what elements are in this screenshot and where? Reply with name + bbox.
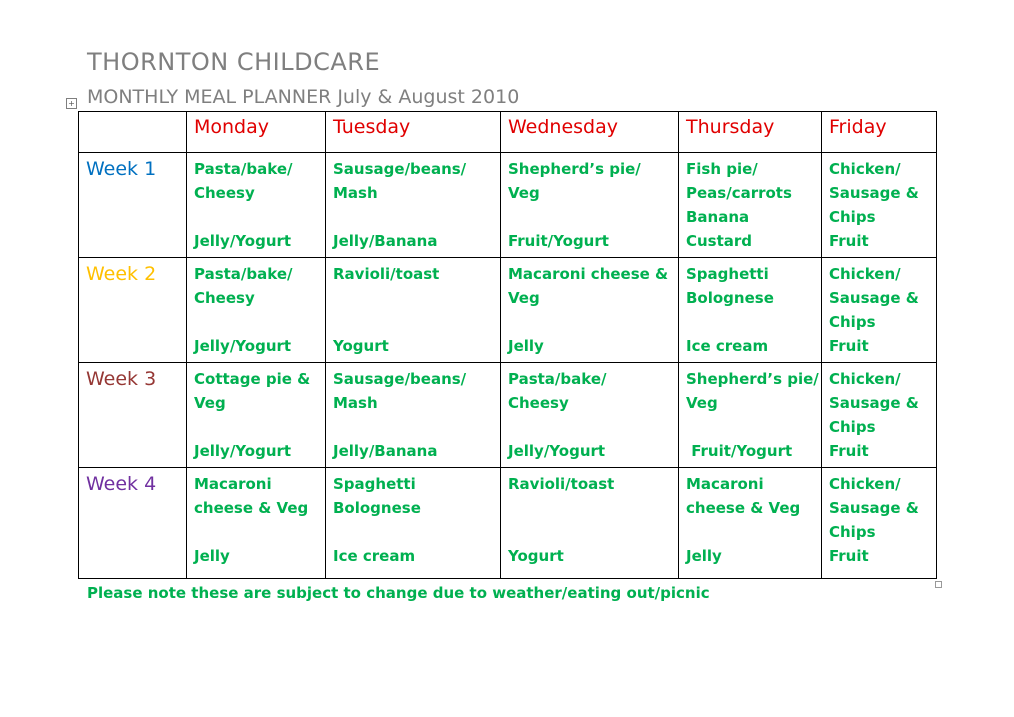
meal-dessert-line: Jelly/Yogurt xyxy=(194,337,292,355)
meal-main-line: Cheesy xyxy=(508,394,569,412)
meal-main-line: Veg xyxy=(508,184,540,202)
meal-main-line: Ravioli/toast xyxy=(508,475,615,493)
meal-cell xyxy=(501,258,679,363)
meal-dessert-line: Jelly xyxy=(508,337,544,355)
meal-cell xyxy=(501,153,679,258)
meal-cell xyxy=(326,153,501,258)
meal-main-line: Pasta/bake/ xyxy=(194,265,293,283)
meal-main-line: Shepherd’s pie/ xyxy=(686,370,819,388)
meal-main-line: Chips xyxy=(829,208,876,226)
meal-dessert-line: Jelly/Yogurt xyxy=(194,232,292,250)
meal-main-line: cheese & Veg xyxy=(194,499,309,517)
table-header-row xyxy=(79,112,937,153)
meal-main-line: Mash xyxy=(333,184,378,202)
meal-main-line: Macaroni cheese & xyxy=(508,265,669,283)
meal-main-line: Pasta/bake/ xyxy=(508,370,607,388)
table-row xyxy=(79,258,937,363)
meal-cell xyxy=(822,363,937,468)
meal-main-line: Fish pie/ xyxy=(686,160,758,178)
meal-cell xyxy=(501,363,679,468)
meal-main-line: Cottage pie & xyxy=(194,370,311,388)
meal-dessert-line: Fruit xyxy=(829,442,869,460)
meal-main-line: Bolognese xyxy=(333,499,421,517)
meal-dessert-line: Fruit xyxy=(829,547,869,565)
meal-main-line: Veg xyxy=(508,289,540,307)
meal-planner-table xyxy=(78,111,937,579)
meal-cell xyxy=(326,258,501,363)
meal-main-line: Sausage/beans/ xyxy=(333,160,467,178)
meal-cell xyxy=(187,258,326,363)
meal-main-line: Banana xyxy=(686,208,750,226)
meal-main-line: Cheesy xyxy=(194,289,255,307)
table-resize-handle[interactable] xyxy=(935,581,942,588)
day-header-tuesday: Tuesday xyxy=(326,112,501,153)
meal-main-line: Veg xyxy=(686,394,718,412)
day-header-friday: Friday xyxy=(822,112,937,153)
week-label-cell: Week 2 xyxy=(79,258,187,363)
meal-main-line: Chips xyxy=(829,418,876,436)
meal-main-line: Sausage & xyxy=(829,394,919,412)
meal-main-line: Shepherd’s pie/ xyxy=(508,160,641,178)
day-header-thursday: Thursday xyxy=(679,112,822,153)
meal-main-line: Chicken/ xyxy=(829,160,901,178)
meal-dessert-line: Jelly/Yogurt xyxy=(194,442,292,460)
meal-cell xyxy=(679,468,822,579)
table-row xyxy=(79,363,937,468)
meal-main-line: Veg xyxy=(194,394,226,412)
meal-dessert-line: Yogurt xyxy=(333,337,389,355)
document-title: THORNTON CHILDCARE xyxy=(87,48,381,76)
meal-dessert-line: Jelly/Yogurt xyxy=(508,442,606,460)
meal-main-line: Spaghetti xyxy=(333,475,416,493)
meal-dessert-line: Ice cream xyxy=(686,337,769,355)
meal-cell xyxy=(187,363,326,468)
meal-dessert-line: Fruit/Yogurt xyxy=(508,232,609,250)
meal-dessert-line: Fruit/Yogurt xyxy=(686,442,793,460)
meal-main-line: Ravioli/toast xyxy=(333,265,440,283)
meal-main-line: Sausage/beans/ xyxy=(333,370,467,388)
meal-main-line: Chips xyxy=(829,313,876,331)
table-row xyxy=(79,468,937,579)
meal-main-line: Chips xyxy=(829,523,876,541)
week-label-cell: Week 3 xyxy=(79,363,187,468)
meal-cell xyxy=(187,468,326,579)
meal-cell xyxy=(679,363,822,468)
meal-dessert-line: Jelly/Banana xyxy=(333,232,438,250)
meal-main-line: cheese & Veg xyxy=(686,499,801,517)
week-label-cell: Week 4 xyxy=(79,468,187,579)
meal-cell xyxy=(822,258,937,363)
meal-main-line: Sausage & xyxy=(829,184,919,202)
meal-cell xyxy=(326,468,501,579)
meal-main-line: Macaroni xyxy=(194,475,272,493)
meal-cell xyxy=(501,468,679,579)
meal-main-line: Spaghetti xyxy=(686,265,769,283)
meal-dessert-line: Fruit xyxy=(829,232,869,250)
meal-dessert-line: Jelly/Banana xyxy=(333,442,438,460)
meal-main-line: Sausage & xyxy=(829,499,919,517)
meal-dessert-line: Fruit xyxy=(829,337,869,355)
day-header-monday: Monday xyxy=(187,112,326,153)
table-move-handle-icon[interactable]: + xyxy=(66,98,77,109)
meal-cell xyxy=(187,153,326,258)
meal-main-line: Chicken/ xyxy=(829,265,901,283)
meal-main-line: Chicken/ xyxy=(829,475,901,493)
meal-cell xyxy=(679,258,822,363)
meal-cell xyxy=(326,363,501,468)
header-corner-cell xyxy=(79,112,187,153)
day-header-wednesday: Wednesday xyxy=(501,112,679,153)
meal-main-line: Macaroni xyxy=(686,475,764,493)
meal-cell xyxy=(822,153,937,258)
meal-dessert-line: Jelly xyxy=(686,547,722,565)
meal-main-line: Mash xyxy=(333,394,378,412)
meal-main-line: Cheesy xyxy=(194,184,255,202)
meal-cell xyxy=(822,468,937,579)
meal-dessert-line: Jelly xyxy=(194,547,230,565)
meal-dessert-line: Yogurt xyxy=(508,547,564,565)
document-subtitle: MONTHLY MEAL PLANNER July & August 2010 xyxy=(87,86,520,108)
meal-dessert-line: Custard xyxy=(686,232,753,250)
meal-dessert-line: Ice cream xyxy=(333,547,416,565)
meal-main-line: Sausage & xyxy=(829,289,919,307)
table-row xyxy=(79,153,937,258)
week-label-cell: Week 1 xyxy=(79,153,187,258)
meal-cell xyxy=(679,153,822,258)
meal-main-line: Peas/carrots xyxy=(686,184,792,202)
meal-main-line: Bolognese xyxy=(686,289,774,307)
meal-main-line: Chicken/ xyxy=(829,370,901,388)
footnote: Please note these are subject to change due to weather/eating out/picnic xyxy=(87,584,710,602)
meal-main-line: Pasta/bake/ xyxy=(194,160,293,178)
